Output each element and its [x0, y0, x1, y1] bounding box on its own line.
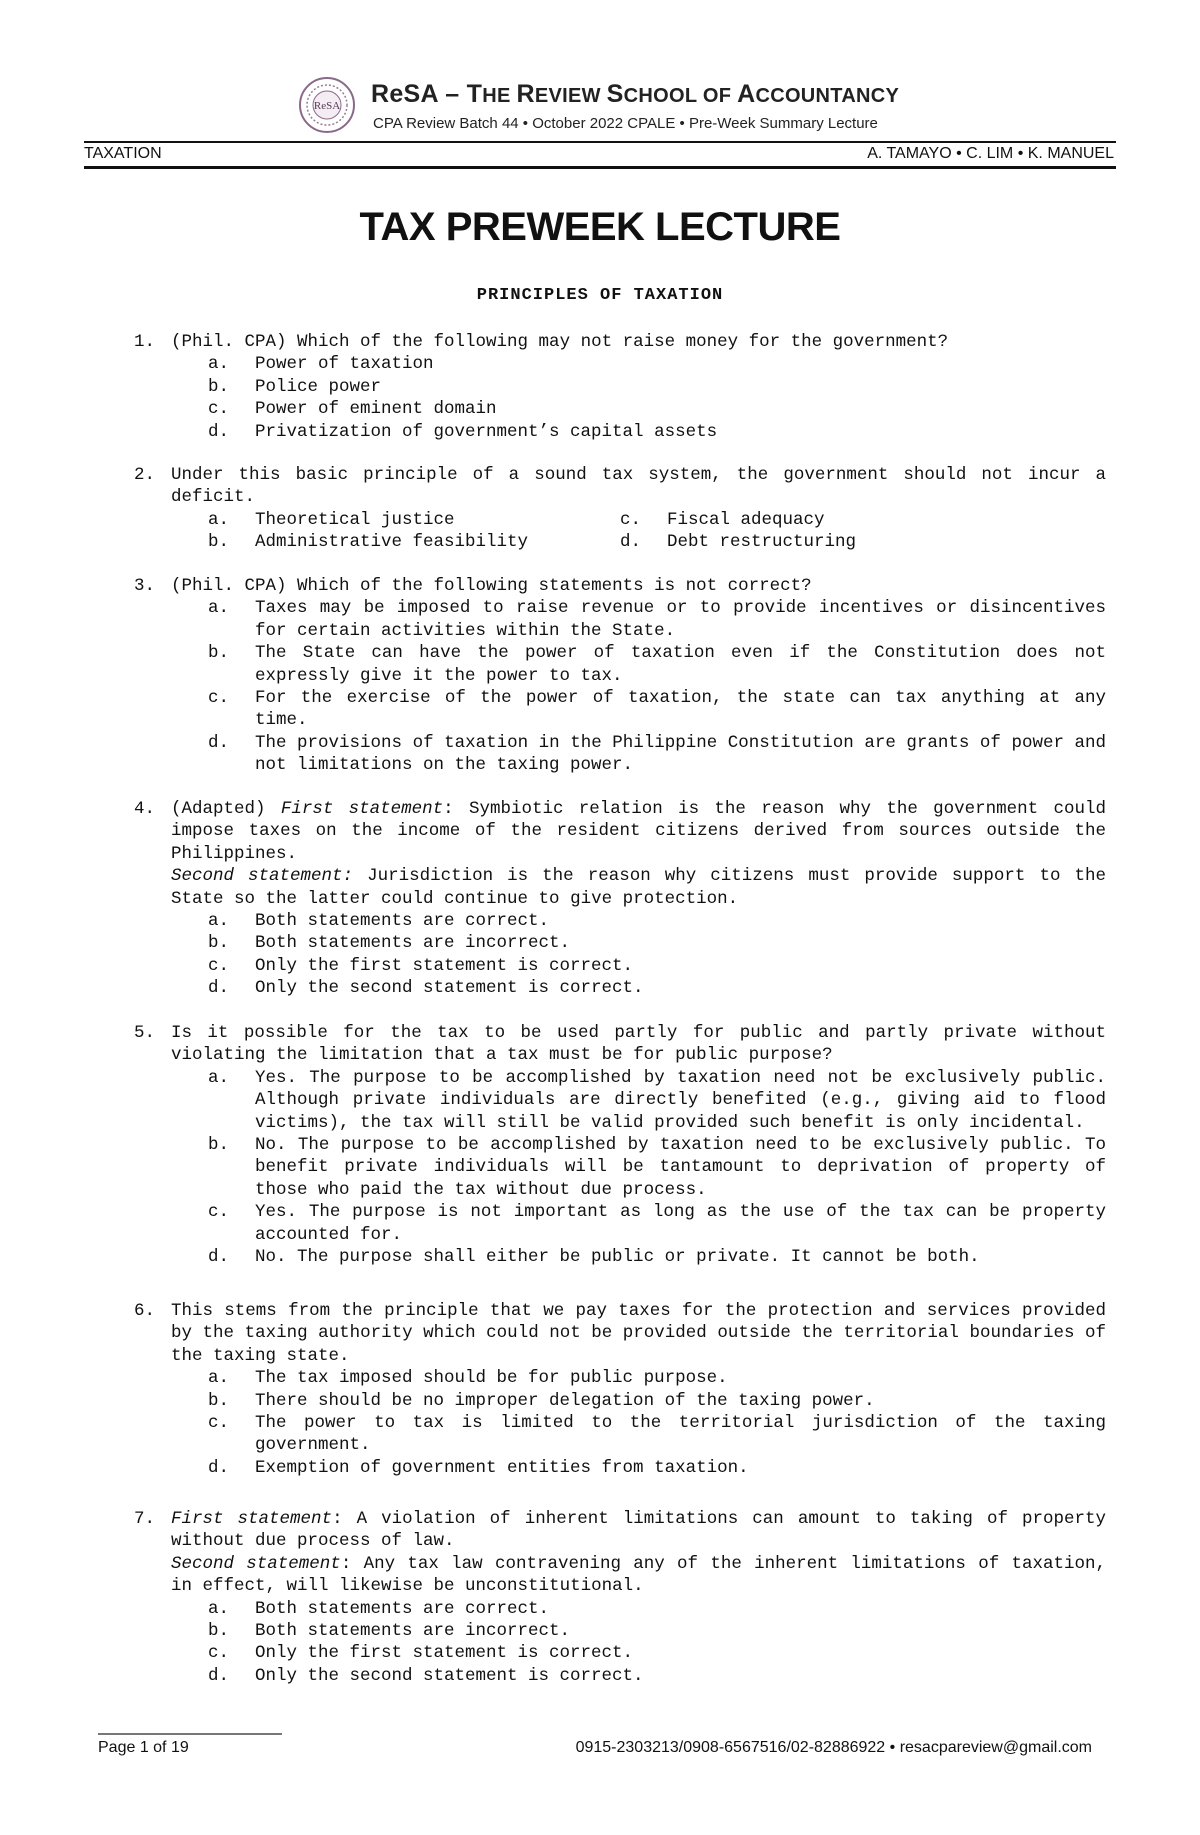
option-a: a. Power of taxation [208, 354, 434, 375]
option-b: b. Both statements are incorrect. [208, 933, 571, 954]
question-number: 2. [134, 465, 156, 485]
option-b: b. Administrative feasibility [208, 532, 529, 553]
question-stem: 3. (Phil. CPA) Which of the following statements is not correct? [134, 576, 812, 596]
option-c: c. The power to tax is limited to the territorial jurisdiction of the taxing government. [208, 1413, 1106, 1456]
subject-label: TAXATION [84, 145, 162, 162]
question-stem: 6. This stems from the principle that we pay taxes for the protection and services provided by the taxing authority which could not be provided outside the territorial boundaries of the taxing state. [134, 1301, 1106, 1366]
question-5 [134, 1022, 1106, 1268]
option-b: b. There should be no improper delegation of the taxing power. [208, 1390, 875, 1411]
option-d: d. Only the second statement is correct. [208, 1665, 644, 1686]
option-d: d. The provisions of taxation in the Philippine Constitution are grants of power and not limitations on the taxing power. [208, 732, 1106, 776]
option-b: b. Police power [208, 376, 382, 397]
question-number: 1. [134, 332, 156, 352]
question-3 [134, 575, 1106, 777]
question-stem: 1. (Phil. CPA) Which of the following may not raise money for the government? [134, 332, 949, 352]
question-7 [134, 1508, 1106, 1687]
option-c: c. Yes. The purpose is not important as long as the use of the tax can be property accounted for. [208, 1202, 1106, 1245]
option-c: c. Only the first statement is correct. [208, 955, 634, 976]
page-title: TAX PREWEEK LECTURE [359, 205, 841, 249]
header-rule-top [84, 141, 1116, 143]
authors-label: A. TAMAYO • C. LIM • K. MANUEL [867, 145, 1114, 162]
option-b: b. The State can have the power of taxation even if the Constitution does not expressly give it the power to tax. [208, 643, 1106, 686]
svg-text:ReSA: ReSA [313, 100, 341, 112]
question-number: 3. [134, 576, 156, 596]
option-b: b. Both statements are incorrect. [208, 1621, 571, 1642]
question-stem: 5. Is it possible for the tax to be used partly for public and partly private without violating the limitation that a tax must be for public purpose? [134, 1023, 1106, 1066]
question-number: 5. [134, 1023, 156, 1043]
option-c: c. For the exercise of the power of taxation, the state can tax anything at any time. [208, 688, 1106, 731]
question-stem: 4. (Adapted) First statement: Symbiotic relation is the reason why the government could impose taxes on the income of the resident citizens derived from sources outside the Philippines. [134, 799, 1106, 864]
header-rule-bottom [84, 166, 1116, 169]
option-c: c. Power of eminent domain [208, 399, 497, 420]
question-stem-second: Second statement: Any tax law contravening any of the inherent limitations of taxation, in effect, will likewise be unconstitutional. [171, 1553, 1106, 1597]
question-4 [134, 798, 1106, 1000]
option-a: a. Theoretical justice [208, 509, 455, 530]
question-1 [134, 331, 1106, 443]
option-c: c. Only the first statement is correct. [208, 1643, 634, 1664]
option-c: c. Fiscal adequacy [620, 509, 825, 530]
option-d: d. Exemption of government entities from taxation. [208, 1457, 749, 1478]
question-6 [134, 1300, 1106, 1479]
option-d: d. Only the second statement is correct. [208, 978, 644, 999]
question-stem: 7. First statement: A violation of inherent limitations can amount to taking of property without due process of law. [134, 1509, 1106, 1552]
question-number: 4. [134, 799, 156, 819]
brand-subtitle: CPA Review Batch 44 • October 2022 CPALE • Pre-Week Summary Lecture [373, 115, 878, 132]
option-a: a. Yes. The purpose to be accomplished by taxation need not be exclusively public. Although private individuals are directly benefited (e.g., giving aid to flood victims), the tax will still be valid provided such benefit is only incidental. [208, 1067, 1106, 1133]
contact-info: 0915-2303213/0908-6567516/02-82886922 • resacpareview@gmail.com [575, 1739, 1092, 1756]
question-number: 6. [134, 1301, 156, 1321]
footer-rule [98, 1733, 282, 1735]
resa-logo [298, 76, 356, 134]
page-number: Page 1 of 19 [98, 1739, 189, 1756]
option-a: a. Taxes may be imposed to raise revenue or to provide incentives or disincentives for certain activities within the State. [208, 598, 1106, 641]
option-d: d. Privatization of government’s capital assets [208, 421, 718, 442]
option-d: d. Debt restructuring [620, 532, 857, 553]
option-d: d. No. The purpose shall either be public or private. It cannot be both. [208, 1247, 980, 1268]
option-a: a. Both statements are correct. [208, 911, 550, 932]
question-2 [134, 464, 1106, 554]
section-heading: PRINCIPLES OF TAXATION [476, 286, 724, 305]
option-b: b. No. The purpose to be accomplished by taxation need to be exclusively public. To benefit private individuals will be tantamount to deprivation of property of those who paid the tax without due process. [208, 1135, 1106, 1200]
question-stem-second: Second statement: Jurisdiction is the reason why citizens must provide support to the State so the latter could continue to give protection. [171, 866, 1106, 909]
brand-name: ReSA – THE REVIEW SCHOOL OF ACCOUNTANCY [371, 80, 900, 108]
question-stem: 2. Under this basic principle of a sound tax system, the government should not incur a deficit. [134, 465, 1106, 508]
option-a: a. The tax imposed should be for public purpose. [208, 1368, 728, 1389]
option-a: a. Both statements are correct. [208, 1598, 550, 1619]
question-number: 7. [134, 1509, 156, 1529]
